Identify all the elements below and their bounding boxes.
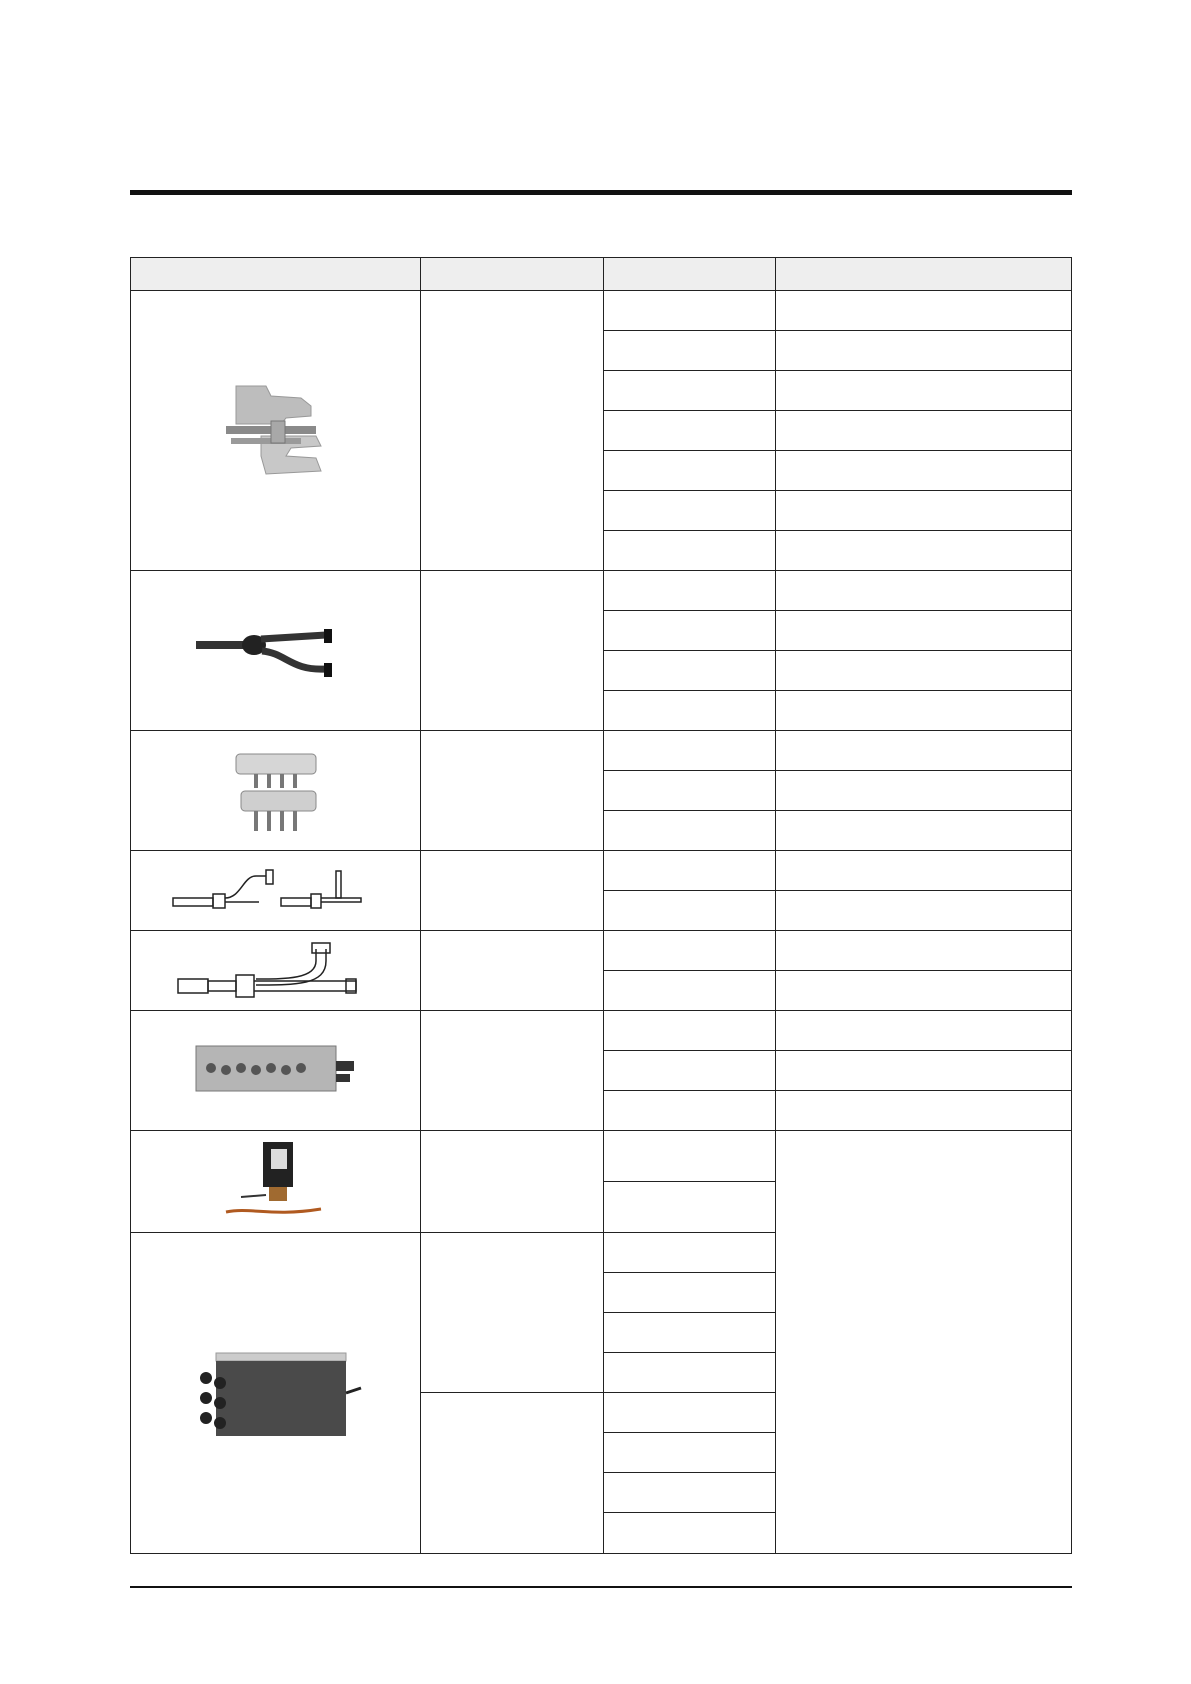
row-divider <box>603 410 1072 411</box>
row-divider <box>603 1272 775 1273</box>
row-divider <box>603 610 1072 611</box>
row-divider <box>603 530 1072 531</box>
row-divider <box>603 690 1072 691</box>
header-rule <box>130 190 1072 195</box>
header-branch-icon <box>131 731 420 850</box>
row-divider <box>603 450 1072 451</box>
row-divider <box>603 1050 1072 1051</box>
row-divider <box>603 490 1072 491</box>
accessory-table <box>130 257 1072 1554</box>
row-divider <box>603 370 1072 371</box>
small-y-joint-icon <box>131 851 420 930</box>
column-divider-1 <box>420 257 421 1554</box>
row-divider <box>603 1352 775 1353</box>
distributor-box-icon <box>131 1011 420 1130</box>
mode-selector-box-icon <box>131 1233 420 1553</box>
row-divider <box>603 1181 775 1182</box>
large-y-joint-icon <box>131 931 420 1010</box>
row-divider <box>603 1432 775 1433</box>
table-border-right <box>1071 257 1072 1554</box>
row-divider <box>603 970 1072 971</box>
table-border-bottom <box>130 1553 1072 1554</box>
row-divider <box>603 330 1072 331</box>
row-divider <box>603 1312 775 1313</box>
column-divider-3 <box>775 257 776 1554</box>
y-pipe-joint-icon <box>131 571 420 730</box>
row-divider <box>603 810 1072 811</box>
y-joint-manifold-icon <box>131 291 420 570</box>
valve-kit-icon <box>131 1131 420 1232</box>
row-divider <box>603 1472 775 1473</box>
column-divider-2 <box>603 257 604 1554</box>
footer-rule <box>130 1586 1072 1588</box>
row-divider <box>603 1090 1072 1091</box>
row-divider <box>603 890 1072 891</box>
row-divider <box>603 650 1072 651</box>
row-divider <box>603 770 1072 771</box>
subgroup-divider <box>420 1392 775 1393</box>
table-border-top <box>130 257 1072 258</box>
table-header-row <box>130 257 1072 291</box>
row-divider <box>603 1512 775 1513</box>
